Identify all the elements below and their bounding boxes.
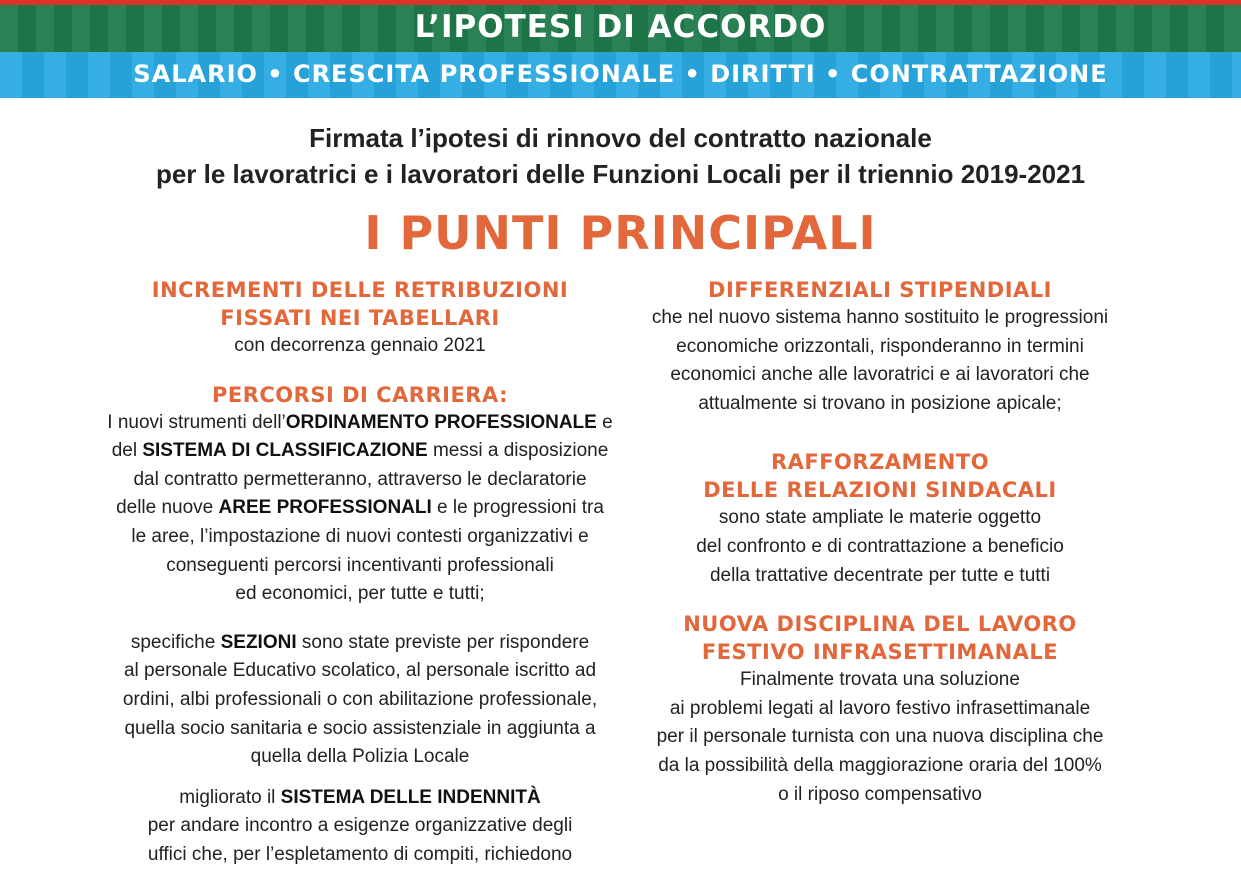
- festivo-line-5: o il riposo compensativo: [778, 783, 982, 805]
- indennita-line-2: per andare incontro a esigenze organizzative degli: [147, 815, 573, 837]
- carriera-line-6: conseguenti percorsi incentivanti professionali: [166, 554, 554, 576]
- section-title-festivo-2: FESTIVO INFRASETTIMANALE: [701, 640, 1059, 665]
- title-banner: [0, 0, 1241, 52]
- relazioni-line-3: della trattative decentrate per tutte e tutti: [709, 564, 1051, 586]
- carriera-line-4: delle nuove AREE PROFESSIONALI e le progressioni tra: [116, 497, 604, 519]
- indennita-line-3: uffici che, per l’espletamento di compiti, richiedono: [147, 843, 573, 865]
- intro-line-1: Firmata l’ipotesi di rinnovo del contratto nazionale: [309, 123, 932, 153]
- festivo-line-4: da la possibilità della maggiorazione oraria del 100%: [658, 754, 1102, 776]
- section-title-relazioni-1: RAFFORZAMENTO: [770, 450, 990, 475]
- carriera-line-5: le aree, l’impostazione di nuovi contesti organizzativi e: [131, 525, 589, 547]
- right-column: [620, 276, 1140, 809]
- section-title-festivo-1: NUOVA DISCIPLINA DEL LAVORO: [683, 612, 1077, 637]
- banner-subtitle: SALARIO • CRESCITA PROFESSIONALE • DIRITTI • CONTRATTAZIONE: [133, 60, 1108, 88]
- sezioni-line-3: ordini, albi professionali o con abilitazione professionale,: [122, 688, 598, 710]
- carriera-line-3: dal contratto permetteranno, attraverso le declaratorie: [133, 468, 587, 490]
- intro-line-2: per le lavoratrici e i lavoratori delle Funzioni Locali per il triennio 2019-2021: [155, 159, 1086, 189]
- section-title-relazioni-2: DELLE RELAZIONI SINDACALI: [703, 478, 1057, 503]
- differenziali-line-1: che nel nuovo sistema hanno sostituito le progressioni: [651, 307, 1109, 328]
- festivo-line-3: per il personale turnista con una nuova disciplina che: [656, 726, 1104, 748]
- relazioni-line-1: sono state ampliate le materie oggetto: [718, 507, 1042, 529]
- section-text-retribuzioni: con decorrenza gennaio 2021: [234, 335, 486, 356]
- sezioni-line-5: quella della Polizia Locale: [250, 746, 470, 768]
- sezioni-line-1: specifiche SEZIONI sono state previste per rispondere: [130, 631, 590, 653]
- carriera-line-2: del SISTEMA DI CLASSIFICAZIONE messi a disposizione: [111, 440, 609, 462]
- indennita-line-1: migliorato il SISTEMA DELLE INDENNITÀ: [179, 786, 541, 808]
- sezioni-line-4: quella socio sanitaria e socio assistenziale in aggiunta a: [124, 717, 596, 739]
- carriera-line-7: ed economici, per tutte e tutti;: [235, 583, 485, 605]
- section-title-differenziali: DIFFERENZIALI STIPENDIALI: [708, 278, 1052, 302]
- carriera-line-1: I nuovi strumenti dell’ORDINAMENTO PROFESSIONALE e: [107, 411, 613, 433]
- section-title-retribuzioni-1: INCREMENTI DELLE RETRIBUZIONI: [151, 278, 569, 302]
- festivo-line-1: Finalmente trovata una soluzione: [740, 669, 1020, 691]
- relazioni-line-2: del confronto e di contrattazione a beneficio: [696, 535, 1064, 557]
- section-title-carriera: PERCORSI DI CARRIERA:: [211, 382, 509, 407]
- intro-text: [0, 120, 1241, 192]
- section-title-retribuzioni-2: FISSATI NEI TABELLARI: [220, 306, 500, 330]
- left-column: [100, 276, 620, 870]
- differenziali-line-4: attualmente si trovano in posizione apicale;: [698, 392, 1062, 414]
- differenziali-line-3: economici anche alle lavoratrici e ai lavoratori che: [670, 364, 1090, 386]
- subtitle-banner: [0, 52, 1241, 98]
- differenziali-line-2: economiche orizzontali, risponderanno in termini: [676, 335, 1084, 357]
- banner-title: L’IPOTESI DI ACCORDO: [414, 9, 827, 45]
- sezioni-line-2: al personale Educativo scolatico, al personale iscritto ad: [123, 660, 597, 682]
- main-headline: I PUNTI PRINCIPALI: [364, 206, 877, 260]
- festivo-line-2: ai problemi legati al lavoro festivo infrasettimanale: [669, 697, 1091, 719]
